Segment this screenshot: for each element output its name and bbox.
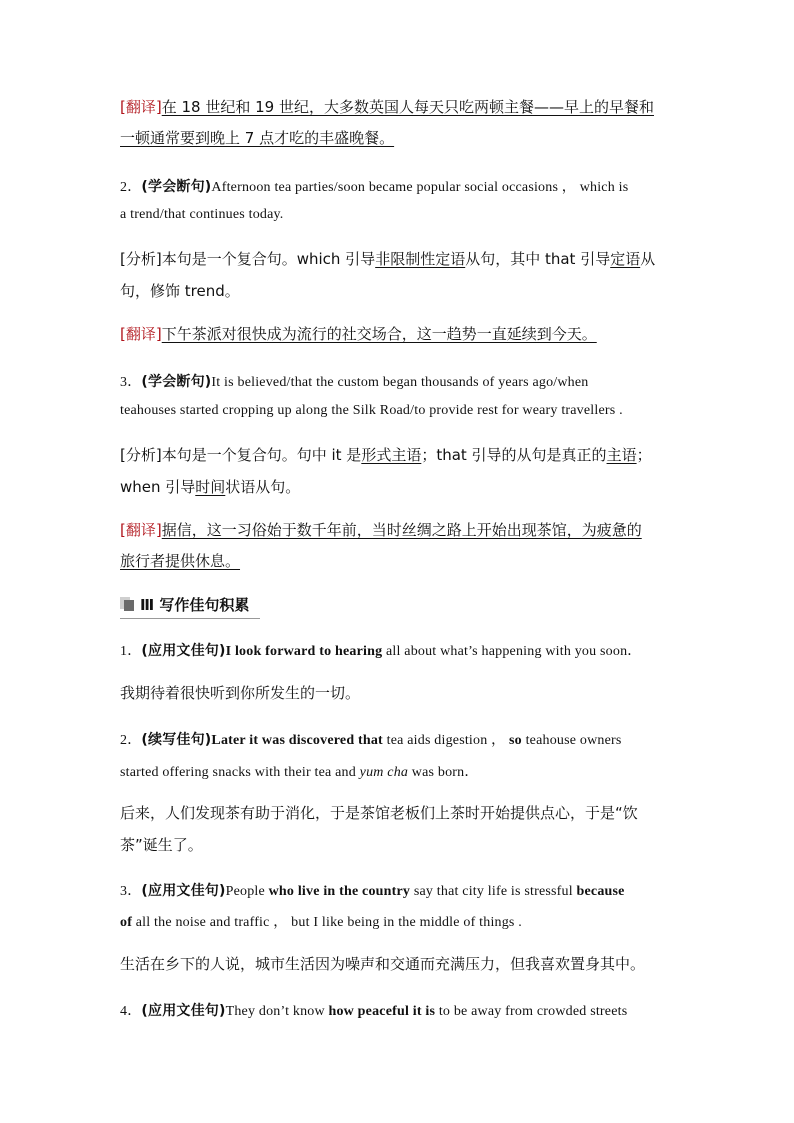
translation-line xyxy=(120,127,394,148)
translation-text: 一顿通常要到晚上 7 点才吃的丰盛晚餐。 xyxy=(120,129,395,147)
item-label: (续写佳句) xyxy=(141,732,212,748)
item-label: (学会断句) xyxy=(141,374,212,390)
translation-tag: [翻译] xyxy=(120,325,162,343)
sentence-text: all the noise and traffic ， but I like being in the middle of things . xyxy=(132,915,522,930)
translation-text: 茶”诞生了。 xyxy=(120,836,203,854)
chinese-translation xyxy=(120,953,645,974)
sentence-item xyxy=(120,640,642,660)
analysis-line xyxy=(120,280,240,301)
item-label: (学会断句) xyxy=(141,179,212,195)
sentence-text: was born． xyxy=(408,765,479,780)
answer-underlined: 非限制性定语 xyxy=(375,250,466,268)
key-phrase: because xyxy=(576,884,625,899)
key-phrase: so xyxy=(509,733,522,748)
key-phrase: I look forward to hearing xyxy=(225,644,383,659)
analysis-text: 从句，其中 that 引导 xyxy=(465,250,611,268)
analysis-text: 状语从句。 xyxy=(225,478,301,496)
translation-text: 后来，人们发现茶有助于消化，于是茶馆老板们上茶时开始提供点心，于是“饮 xyxy=(120,804,638,822)
sentence-item xyxy=(120,880,625,900)
analysis-text: 从 xyxy=(640,250,656,268)
key-phrase: Later it was discovered that xyxy=(211,733,383,748)
item-number: 3． xyxy=(120,884,142,899)
translation-text: 生活在乡下的人说，城市生活因为噪声和交通而充满压力，但我喜欢置身其中。 xyxy=(120,955,646,973)
analysis-text: ； xyxy=(636,446,652,464)
analysis-text: 本句是一个复合句。which 引导 xyxy=(161,250,376,268)
sentence-text: started offering snacks with their tea and xyxy=(120,765,360,780)
sentence-text: teahouses started cropping up along the Silk Road/to provide rest for weary travellers . xyxy=(120,403,623,418)
sentence-item xyxy=(120,729,622,749)
item-number: 2． xyxy=(120,733,142,748)
translation-text: 在 18 世纪和 19 世纪，大多数英国人每天只吃两顿主餐——早上的早餐和 xyxy=(161,98,654,116)
sentence-line xyxy=(120,761,479,781)
sentence-item xyxy=(120,371,589,391)
analysis-line xyxy=(120,476,300,497)
sentence-text: teahouse owners xyxy=(521,733,622,748)
analysis-tag: [分析] xyxy=(120,250,162,268)
key-phrase: of xyxy=(120,915,133,930)
translation-line xyxy=(120,519,642,540)
answer-underlined: 形式主语 xyxy=(361,446,422,464)
answer-underlined: 定语 xyxy=(610,250,641,268)
item-label: (应用文佳句) xyxy=(141,643,226,659)
italic-term: yum cha xyxy=(359,765,409,780)
item-label: (应用文佳句) xyxy=(141,883,226,899)
item-number: 4． xyxy=(120,1004,142,1019)
analysis-text: when 引导 xyxy=(120,478,196,496)
sentence-line xyxy=(120,207,284,223)
answer-underlined: 时间 xyxy=(195,478,226,496)
translation-line xyxy=(120,96,654,117)
sentence-text: They don’t know xyxy=(225,1004,329,1019)
sentence-text: all about what’s happening with you soon． xyxy=(382,644,642,659)
key-phrase: who live in the country xyxy=(268,884,411,899)
sentence-item xyxy=(120,1000,627,1020)
translation-line xyxy=(120,323,597,344)
answer-underlined: 主语 xyxy=(606,446,637,464)
analysis-text: ；that 引导的从句是真正的 xyxy=(421,446,607,464)
chinese-translation xyxy=(120,682,360,703)
sentence-text: tea aids digestion ， xyxy=(382,733,510,748)
section-icon xyxy=(120,597,134,611)
sentence-text: It is believed/that the custom began thousands of years ago/when xyxy=(211,375,589,390)
translation-tag: [翻译] xyxy=(120,521,162,539)
item-number: 2． xyxy=(120,180,142,195)
item-number: 3． xyxy=(120,375,142,390)
sentence-text: Afternoon tea parties/soon became popular social occasions ， which is xyxy=(211,180,629,195)
sentence-line xyxy=(120,403,623,419)
section-header xyxy=(120,592,260,619)
analysis-text: 本句是一个复合句。句中 it 是 xyxy=(161,446,362,464)
sentence-item xyxy=(120,176,628,196)
analysis-text: 句，修饰 trend。 xyxy=(120,282,240,300)
analysis-line xyxy=(120,248,655,269)
item-number: 1． xyxy=(120,644,142,659)
key-phrase: how peaceful it is xyxy=(328,1004,436,1019)
translation-tag: [翻译] xyxy=(120,98,162,116)
translation-text: 据信，这一习俗始于数千年前，当时丝绸之路上开始出现茶馆，为疲惫的 xyxy=(161,521,642,539)
analysis-line xyxy=(120,444,652,465)
sentence-text: to be away from crowded streets xyxy=(435,1004,628,1019)
translation-text: 下午茶派对很快成为流行的社交场合，这一趋势一直延续到今天。 xyxy=(161,325,597,343)
sentence-text: People xyxy=(225,884,269,899)
chinese-translation xyxy=(120,802,638,823)
section-title: Ⅲ 写作佳句积累 xyxy=(140,596,250,614)
translation-text: 我期待着很快听到你所发生的一切。 xyxy=(120,684,361,702)
sentence-line xyxy=(120,911,522,931)
sentence-text: say that city life is stressful xyxy=(410,884,577,899)
chinese-translation xyxy=(120,834,203,855)
item-label: (应用文佳句) xyxy=(141,1003,226,1019)
analysis-tag: [分析] xyxy=(120,446,162,464)
translation-text: 旅行者提供休息。 xyxy=(120,552,241,570)
translation-line xyxy=(120,550,240,571)
sentence-text: a trend/that continues today. xyxy=(120,207,284,222)
